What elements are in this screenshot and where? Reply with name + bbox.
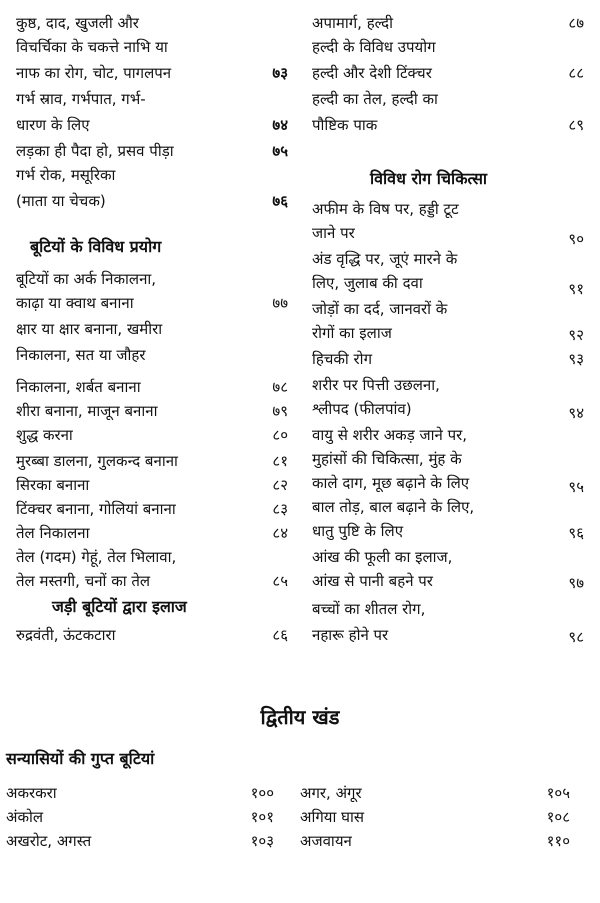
entry-text: अफीम के विष पर, हड्डी टूट: [312, 200, 459, 218]
page-number: ७८: [272, 378, 288, 396]
entry-text: आंख की फूली का इलाज,: [312, 548, 453, 566]
entry-text: मुरब्बा डालना, गुलकन्द बनाना: [16, 452, 178, 470]
page-number: ८०: [272, 426, 288, 444]
page-number: १०३: [250, 832, 274, 850]
entry-text: रुद्रवंती, ऊंटकटारा: [16, 626, 116, 644]
entry-text: निकालना, सत या जौहर: [16, 346, 146, 364]
entry-text: आंख से पानी बहने पर: [312, 572, 433, 590]
page-number: ७३: [272, 64, 288, 82]
entry-text: तेल निकालना: [16, 524, 90, 542]
entry-text: मुहांसों की चिकित्सा, मुंह के: [312, 450, 462, 468]
page-number: १०८: [546, 808, 570, 826]
page-number: ८३: [272, 500, 288, 518]
entry-text: काढ़ा या क्वाथ बनाना: [16, 294, 134, 312]
page-number: ९३: [568, 350, 584, 368]
page-number: ७९: [272, 402, 288, 420]
entry-text: जोड़ों का दर्द, जानवरों के: [312, 300, 448, 318]
page-number: ८६: [272, 626, 288, 644]
entry-text: वायु से शरीर अकड़ जाने पर,: [312, 426, 468, 444]
page-number: १०१: [250, 808, 274, 826]
entry-text: अकरकरा: [6, 784, 57, 802]
page-number: ८९: [568, 116, 584, 134]
entry-text: रोगों का इलाज: [312, 324, 392, 342]
page-number: ९७: [568, 574, 584, 592]
page-number: ११०: [546, 832, 570, 850]
entry-text: निकालना, शर्बत बनाना: [16, 378, 141, 396]
entry-text: शुद्ध करना: [16, 426, 73, 444]
page-number: १०५: [546, 784, 570, 802]
entry-text: सिरका बनाना: [16, 476, 90, 494]
section-heading: विविध रोग चिकित्सा: [370, 169, 488, 188]
entry-text: अपामार्ग, हल्दी: [312, 14, 393, 32]
entry-text: विचर्चिका के चकत्ते नाभि या: [16, 38, 168, 56]
entry-text: क्षार या क्षार बनाना, खमीरा: [16, 320, 163, 338]
entry-text: तेल मस्तगी, चनों का तेल: [16, 572, 151, 590]
entry-text: टिंक्चर बनाना, गोलियां बनाना: [16, 500, 176, 518]
page-number: ९५: [568, 478, 584, 496]
entry-text: नहारू होने पर: [312, 626, 389, 644]
page-number: ७५: [272, 142, 288, 160]
entry-text: अजवायन: [300, 832, 352, 850]
entry-text: गर्भ स्राव, गर्भपात, गर्भ-: [16, 90, 146, 108]
entry-text: तेल (गदम) गेहूं, तेल भिलावा,: [16, 548, 177, 566]
entry-text: नाफ का रोग, चोट, पागलपन: [16, 64, 172, 82]
entry-text: लिए, जुलाब की दवा: [312, 274, 423, 292]
entry-text: लड़का ही पैदा हो, प्रसव पीड़ा: [16, 142, 174, 160]
entry-text: बूटियों का अर्क निकालना,: [16, 270, 157, 288]
page-number: ८२: [272, 476, 288, 494]
entry-text: अखरोट, अगस्त: [6, 832, 92, 850]
page-title: द्वितीय खंड: [260, 705, 340, 729]
page-number: ७७: [272, 294, 288, 312]
page-number: ८७: [568, 14, 584, 32]
section-heading: सन्यासियों की गुप्त बूटियां: [6, 749, 155, 768]
entry-text: श्लीपद (फीलपांव): [312, 400, 412, 418]
entry-text: गर्भ रोक, मसूरिका: [16, 166, 116, 184]
section-heading: बूटियों के विविध प्रयोग: [30, 237, 162, 256]
entry-text: (माता या चेचक): [16, 192, 106, 210]
entry-text: पौष्टिक पाक: [312, 116, 378, 134]
page-number: ७४: [272, 116, 288, 134]
entry-text: धारण के लिए: [16, 116, 90, 134]
page-number: ८५: [272, 572, 288, 590]
page-number: ९२: [568, 326, 584, 344]
page-number: ९८: [568, 628, 584, 646]
entry-text: हल्दी और देशी टिंक्चर: [312, 64, 432, 82]
page-number: ८१: [272, 452, 288, 470]
entry-text: अंकोल: [6, 808, 44, 826]
entry-text: जाने पर: [312, 224, 355, 242]
entry-text: हल्दी का तेल, हल्दी का: [312, 90, 438, 108]
entry-text: बच्चों का शीतल रोग,: [312, 600, 426, 618]
entry-text: हल्दी के विविध उपयोग: [312, 38, 436, 56]
entry-text: अगिया घास: [300, 808, 365, 826]
entry-text: शरीर पर पित्ती उछलना,: [312, 376, 440, 394]
entry-text: बाल तोड़, बाल बढ़ाने के लिए,: [312, 498, 475, 516]
page-number: ८४: [272, 524, 288, 542]
page-number: ८८: [568, 64, 584, 82]
page-number: ९१: [568, 280, 584, 298]
entry-text: धातु पुष्टि के लिए: [312, 522, 403, 540]
page-number: ९६: [568, 524, 584, 542]
section-heading: जड़ी बूटियों द्वारा इलाज: [52, 597, 187, 616]
page-number: १००: [250, 784, 274, 802]
page-number: ९०: [568, 230, 584, 248]
entry-text: काले दाग, मूछ बढ़ाने के लिए: [312, 474, 470, 492]
page-number: ७६: [272, 192, 288, 210]
entry-text: अंड वृद्धि पर, जूएं मारने के: [312, 250, 458, 268]
entry-text: कुष्ठ, दाद, खुजली और: [16, 14, 139, 32]
page-number: ९४: [568, 404, 584, 422]
entry-text: शीरा बनाना, माजून बनाना: [16, 402, 158, 420]
entry-text: अगर, अंगूर: [300, 784, 362, 802]
entry-text: हिचकी रोग: [312, 350, 373, 368]
